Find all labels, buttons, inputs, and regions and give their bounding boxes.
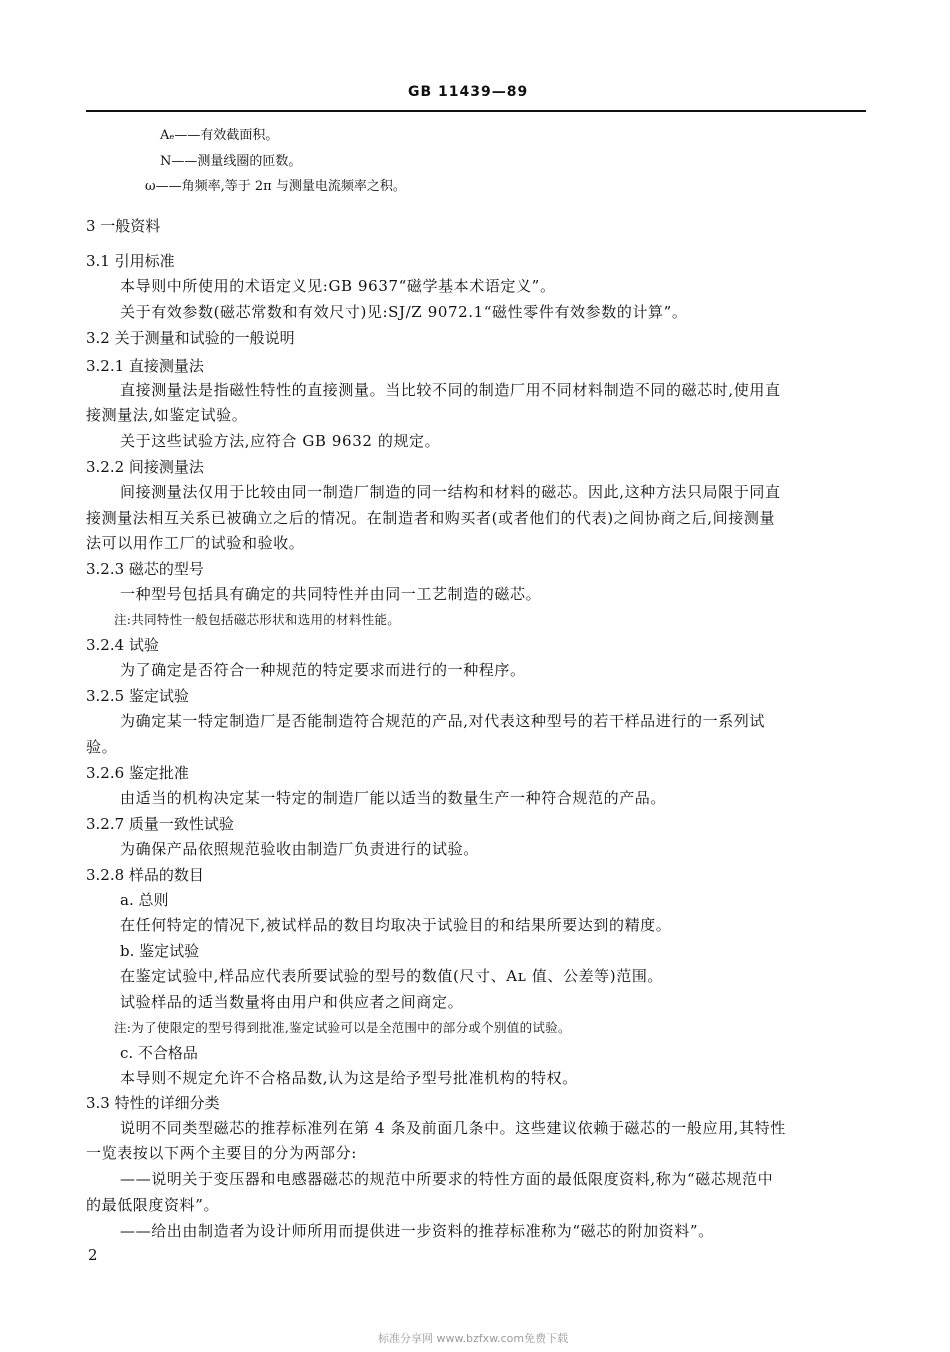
paragraph-line: ——说明关于变压器和电感器磁芯的规范中所要求的特性方面的最低限度资料,称为“磁芯规范中: [120, 1170, 774, 1188]
section-heading: 3.2.7 质量一致性试验: [86, 815, 234, 833]
section-heading: 3.1 引用标准: [86, 252, 175, 270]
paragraph-line: 为了确定是否符合一种规范的特定要求而进行的一种程序。: [120, 661, 526, 679]
subsection-heading: a. 总则: [120, 891, 169, 909]
paragraph-line: 关于这些试验方法,应符合 GB 9632 的规定。: [120, 432, 441, 450]
note-line: 注:为了使限定的型号得到批准,鉴定试验可以是全范围中的部分或个别值的试验。: [114, 1020, 571, 1035]
section-heading: 3.2.1 直接测量法: [86, 357, 204, 375]
paragraph-line: 的最低限度资料”。: [86, 1196, 220, 1214]
paragraph-line: 间接测量法仅用于比较由同一制造厂制造的同一结构和材料的磁芯。因此,这种方法只局限于同直: [120, 483, 781, 501]
symbol-def: N——测量线圈的匝数。: [160, 154, 302, 169]
section-heading: 3.2.5 鉴定试验: [86, 687, 189, 705]
subsection-heading: b. 鉴定试验: [120, 942, 200, 960]
section-heading: 3.2.6 鉴定批准: [86, 764, 189, 782]
paragraph-line: 一览表按以下两个主要目的分为两部分:: [86, 1144, 357, 1162]
header-rule: [86, 110, 866, 112]
paragraph-line: 在任何特定的情况下,被试样品的数目均取决于试验目的和结果所要达到的精度。: [120, 916, 672, 934]
paragraph-line: 为确保产品依照规范验收由制造厂负责进行的试验。: [120, 840, 479, 858]
section-heading: 3.2.4 试验: [86, 636, 159, 654]
paragraph-line: 直接测量法是指磁性特性的直接测量。当比较不同的制造厂用不同材料制造不同的磁芯时,使用直: [120, 381, 781, 399]
section-heading: 3.2.2 间接测量法: [86, 458, 204, 476]
subsection-heading: c. 不合格品: [120, 1044, 198, 1062]
paragraph-line: 接测量法,如鉴定试验。: [86, 406, 248, 424]
paragraph-line: 接测量法相互关系已被确立之后的情况。在制造者和购买者(或者他们的代表)之间协商之后,间接测量: [86, 509, 776, 527]
paragraph-line: 一种型号包括具有确定的共同特性并由同一工艺制造的磁芯。: [120, 585, 542, 603]
paragraph-line: 由适当的机构决定某一特定的制造厂能以适当的数量生产一种符合规范的产品。: [120, 789, 667, 807]
paragraph-line: 法可以用作工厂的试验和验收。: [86, 534, 305, 552]
section-heading: 3.2.3 磁芯的型号: [86, 560, 204, 578]
note-line: 注:共同特性一般包括磁芯形状和选用的材料性能。: [114, 612, 401, 627]
section-heading: 3.2 关于测量和试验的一般说明: [86, 329, 295, 347]
symbol-def: Aₑ——有效截面积。: [160, 128, 279, 143]
section-heading: 3.2.8 样品的数目: [86, 866, 204, 884]
page-number: 2: [88, 1246, 98, 1264]
paragraph-line: 验。: [86, 738, 118, 756]
paragraph-line: 说明不同类型磁芯的推荐标准列在第 4 条及前面几条中。这些建议依赖于磁芯的一般应用,其特性: [120, 1119, 786, 1137]
symbol-def: ω——角频率,等于 2π 与测量电流频率之积。: [145, 179, 406, 194]
section-heading: 3 一般资料: [86, 217, 161, 235]
paragraph-line: 本导则中所使用的术语定义见:GB 9637“磁学基本术语定义”。: [120, 277, 556, 295]
standard-code: GB 11439—89: [408, 84, 529, 100]
footer-watermark: 标准分享网 www.bzfxw.com免费下载: [378, 1332, 569, 1345]
paragraph-line: 在鉴定试验中,样品应代表所要试验的型号的数值(尺寸、Aʟ 值、公差等)范围。: [120, 967, 664, 985]
paragraph-line: 为确定某一特定制造厂是否能制造符合规范的产品,对代表这种型号的若干样品进行的一系列试: [120, 712, 765, 730]
paragraph-line: 本导则不规定允许不合格品数,认为这是给予型号批准机构的特权。: [120, 1069, 578, 1087]
paragraph-line: ——给出由制造者为设计师所用而提供进一步资料的推荐标准称为“磁芯的附加资料”。: [120, 1222, 714, 1240]
paragraph-line: 关于有效参数(磁芯常数和有效尺寸)见:SJ/Z 9072.1“磁性零件有效参数的计算”。: [120, 303, 688, 321]
section-heading: 3.3 特性的详细分类: [86, 1094, 220, 1112]
paragraph-line: 试验样品的适当数量将由用户和供应者之间商定。: [120, 993, 464, 1011]
